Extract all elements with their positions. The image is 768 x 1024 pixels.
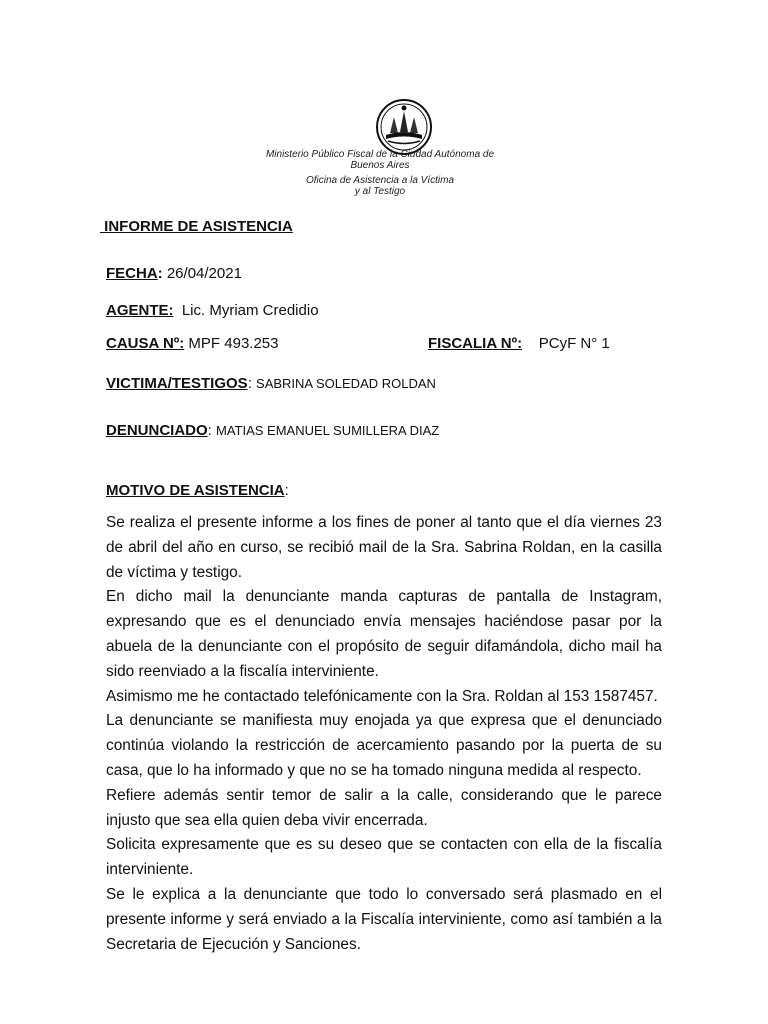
paragraph: Se le explica a la denunciante que todo lo conversado será plasmado en el presente informe y será enviado a la Fiscalía interviniente, como así también a la Secretaria de Ejecución y Sanciones.: [106, 885, 662, 953]
fiscalia-value: PCyF N° 1: [522, 335, 610, 352]
paragraph: La denunciante se manifiesta muy enojada ya que expresa que el denunciado continúa violando la restricción de acercamiento pasando por la puerta de su casa, que lo ha informado y que no se ha tomado ninguna medida al respecto.: [106, 712, 662, 779]
institution-line-1: Ministerio Público Fiscal de la Ciudad Autónoma de: [265, 149, 495, 160]
fecha-field: FECHA: 26/04/2021: [106, 265, 242, 282]
paragraph: Solicita expresamente que es su deseo que se contacten con ella de la fiscalía interviniente.: [106, 836, 662, 879]
victima-value: SABRINA SOLEDAD ROLDAN: [256, 376, 436, 391]
denunciado-label: DENUNCIADO: [106, 422, 208, 439]
denunciado-value: MATIAS EMANUEL SUMILLERA DIAZ: [216, 423, 440, 438]
motivo-label: MOTIVO DE ASISTENCIA: [106, 482, 285, 499]
coat-of-arms-seal-icon: [376, 99, 432, 155]
paragraph: En dicho mail la denunciante manda capturas de pantalla de Instagram, expresando que es el denunciado envía mensajes haciéndose pasar por la abuela de la denunciante con el propósito de seguir difamándola, dicho mail ha sido reenviado a la fiscalía interviniente.: [106, 588, 662, 680]
office-line-1: Oficina de Asistencia a la Víctima: [305, 175, 455, 186]
agente-field: [106, 302, 319, 319]
causa-value: MPF 493.253: [184, 335, 279, 352]
office-line-2: y al Testigo: [354, 186, 406, 197]
fecha-value: 26/04/2021: [162, 265, 242, 282]
victima-label: VICTIMA/TESTIGOS: [106, 375, 248, 392]
fiscalia-field: [428, 335, 610, 352]
denunciado-field: DENUNCIADO: MATIAS EMANUEL SUMILLERA DIAZ: [106, 422, 440, 439]
fiscalia-label: FISCALIA Nº:: [428, 335, 523, 352]
causa-label: CAUSA Nº:: [106, 335, 185, 352]
motivo-heading: MOTIVO DE ASISTENCIA:: [106, 482, 289, 499]
paragraph: Asimismo me he contactado telefónicamente con la Sra. Roldan al 153 1587457.: [106, 687, 658, 705]
office-name: [200, 175, 560, 197]
fecha-label: FECHA: [106, 265, 158, 282]
paragraph: Se realiza el presente informe a los fines de poner al tanto que el día viernes 23 de abril del año en curso, se recibió mail de la Sra. Sabrina Roldan, en la casilla de víctima y testigo.: [106, 514, 662, 581]
document-title: INFORME DE ASISTENCIA: [100, 218, 293, 235]
report-body: [106, 511, 662, 957]
institution-name: [200, 149, 560, 171]
victima-field: VICTIMA/TESTIGOS: SABRINA SOLEDAD ROLDAN: [106, 375, 436, 392]
causa-field: [106, 335, 278, 352]
paragraph: Refiere además sentir temor de salir a la calle, considerando que le parece injusto que sea ella quien deba vivir encerrada.: [106, 786, 662, 829]
agente-label: AGENTE:: [106, 302, 174, 319]
agente-value: Lic. Myriam Credidio: [173, 302, 319, 319]
institution-line-2: Buenos Aires: [350, 160, 410, 171]
